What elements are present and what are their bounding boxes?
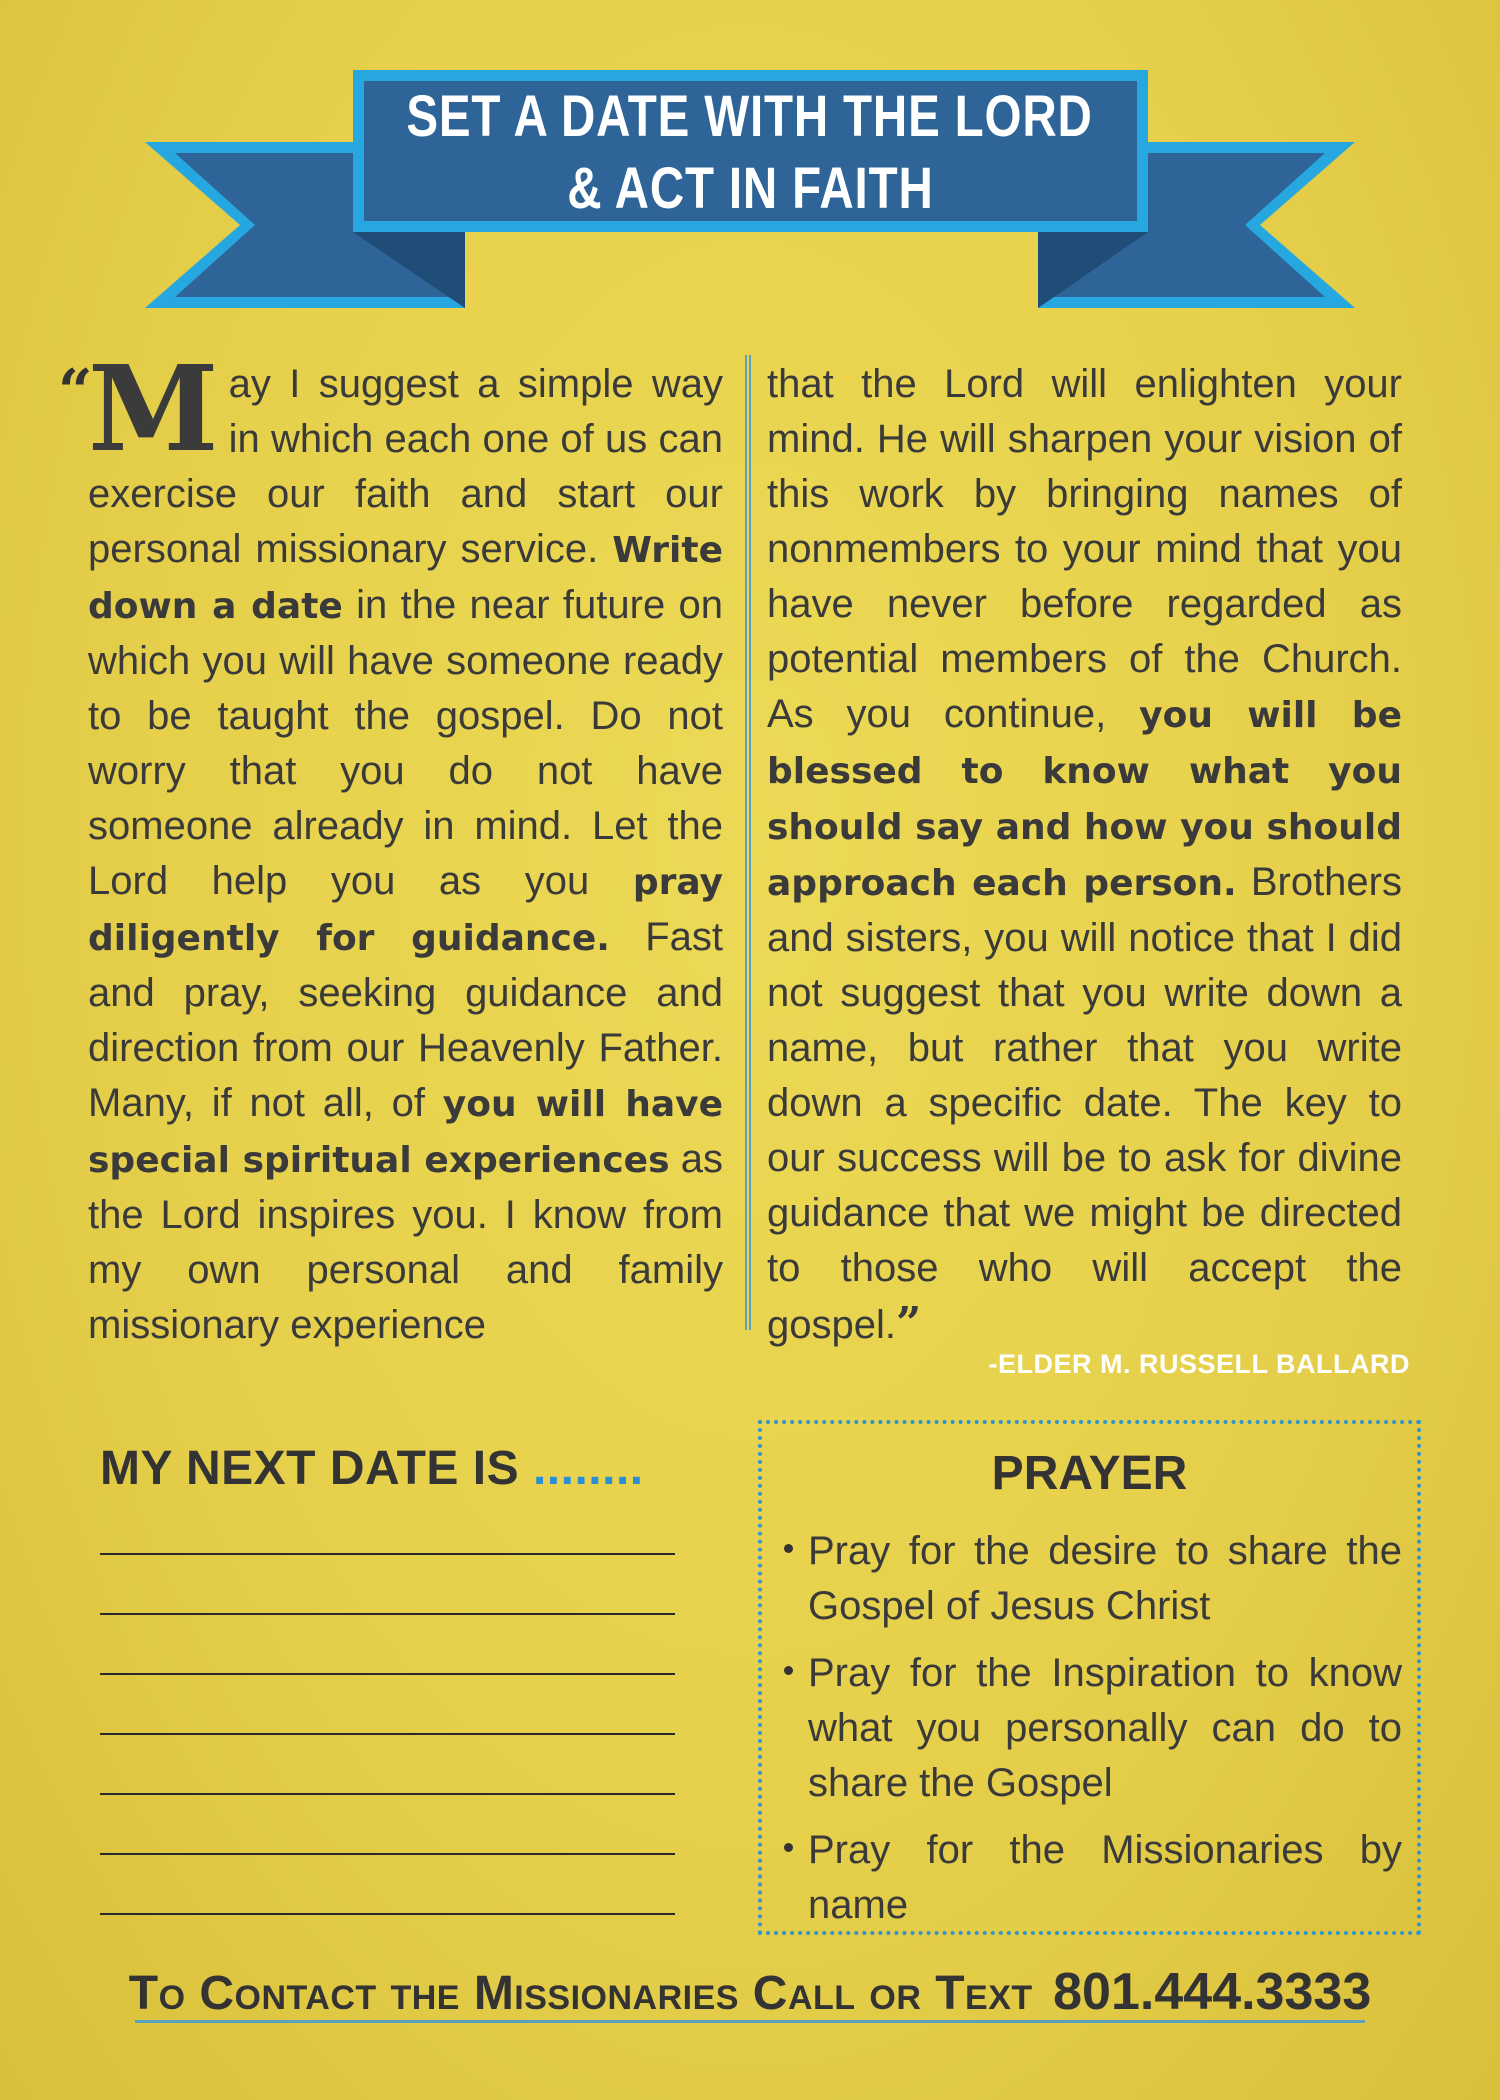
next-date-dots: ........ <box>532 1442 644 1495</box>
quote-emphasis: pray diligently for guidance. <box>88 862 723 959</box>
quote-text: Fast and pray, seeking guidance and direction from our Heavenly Father. Many, if not all, of <box>88 915 724 1125</box>
write-line <box>100 1853 675 1855</box>
quote-emphasis: Write down a date <box>88 530 723 627</box>
prayer-box <box>758 1420 1421 1935</box>
quote-column-right <box>767 357 1402 1353</box>
write-line <box>100 1793 675 1795</box>
phone-number: 801.444.3333 <box>1053 1963 1372 2021</box>
next-date-label: MY NEXT DATE IS <box>100 1442 520 1495</box>
write-line <box>100 1553 675 1555</box>
quote-emphasis: you will be blessed to know what you should say and how you should approach each person. <box>767 695 1402 904</box>
prayer-item: Pray for the Inspiration to know what you personally can do to share the Gospel <box>782 1646 1402 1811</box>
write-line <box>100 1913 675 1915</box>
next-date-heading <box>100 1441 644 1496</box>
quote-text: Brothers and sisters, you will notice that I did not suggest that you write down a name, but rather that you write down a specific date. The key to our success will be to ask for divine guidance that we might be directed to those who will accept the gospel. <box>767 860 1402 1347</box>
title-line-2: & ACT IN FAITH <box>566 156 934 221</box>
write-line <box>100 1613 675 1615</box>
quote-attribution: -ELDER M. RUSSELL BALLARD <box>988 1349 1410 1379</box>
prayer-list <box>782 1524 1402 1945</box>
contact-text: To Contact the Missionaries Call or Text <box>128 1967 1033 2020</box>
open-quote-mark: “ <box>58 357 93 427</box>
close-quote-mark: ” <box>895 1298 922 1349</box>
contact-footer <box>0 1962 1500 2022</box>
quote-text: that the Lord will enlighten your mind. He will sharpen your vision of this work by bringing names of nonmembers to your mind that you have never before regarded as potential members of the Church. As you continue, <box>767 362 1402 736</box>
drop-cap: M <box>88 339 219 478</box>
quote-column-left <box>88 339 724 1353</box>
quote-emphasis: you will have special spiritual experiences <box>88 1084 723 1181</box>
footer-rule <box>135 2020 1365 2023</box>
title-banner <box>0 0 1500 320</box>
quote-text: ay I suggest a simple way in which each one of us can exercise our faith and start our personal missionary service. <box>88 362 723 571</box>
write-line <box>100 1673 675 1675</box>
prayer-item: Pray for the desire to share the Gospel of Jesus Christ <box>782 1524 1402 1634</box>
title-line-1: SET A DATE WITH THE LORD <box>406 84 1094 149</box>
prayer-item: Pray for the Missionaries by name <box>782 1823 1402 1933</box>
quote-text: as the Lord inspires you. I know from my own personal and family missionary experience <box>88 1137 723 1347</box>
prayer-title: PRAYER <box>991 1447 1188 1500</box>
column-divider <box>745 355 751 1330</box>
quote-text: in the near future on which you will have someone ready to be taught the gospel. Do not worry that you do not have someone already in mind. Let the Lord help you as you <box>88 583 723 903</box>
page-title <box>355 78 1145 228</box>
write-line <box>100 1733 675 1735</box>
